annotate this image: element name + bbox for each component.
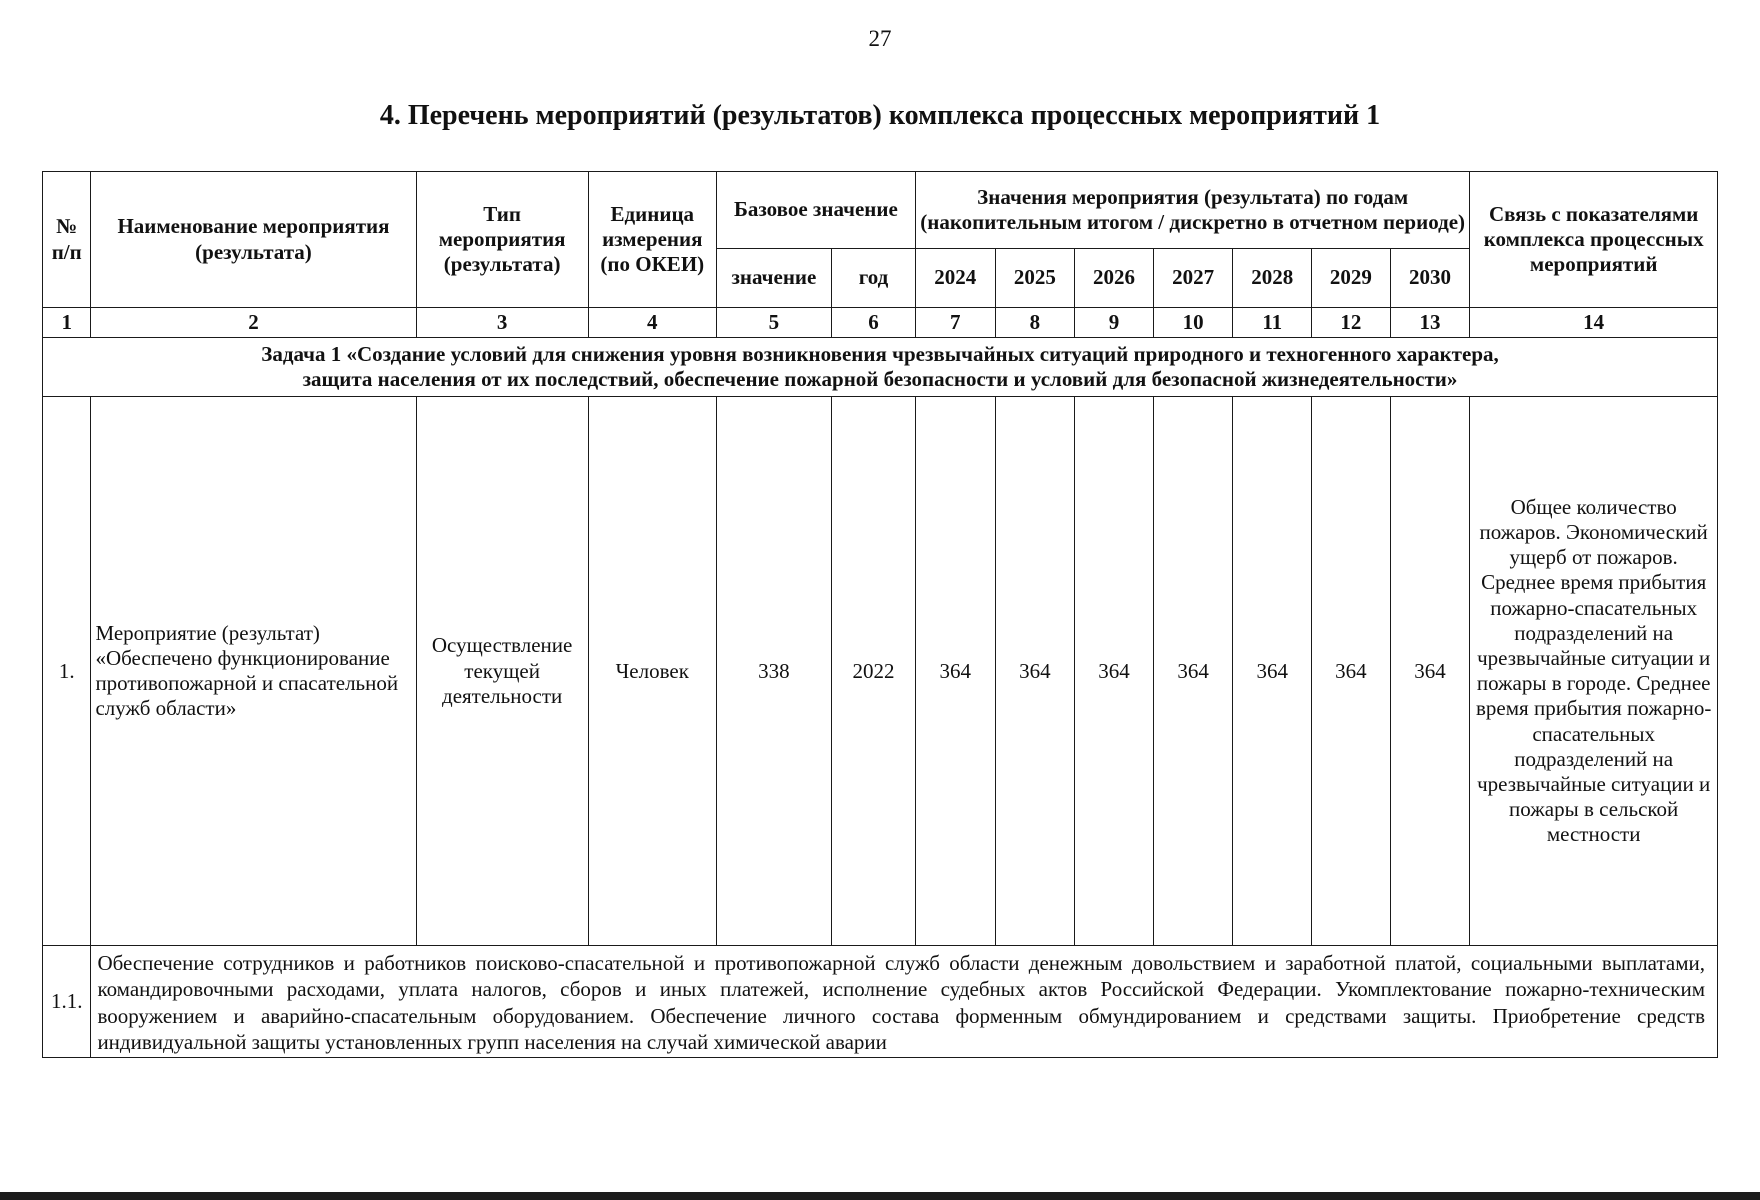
activities-table [42,171,1718,1058]
scan-edge-bar [0,1192,1760,1200]
row-year-value: 364 [915,397,995,946]
header-base-year: год [832,249,916,308]
page-number: 27 [868,26,892,51]
task-line: защита населения от их последствий, обеспечение пожарной безопасности и условий для безопасной жизнедеятельности» [302,367,1458,392]
header-year: 2027 [1153,249,1233,308]
column-number: 13 [1390,308,1470,338]
column-number: 7 [915,308,995,338]
header-base-value: значение [716,249,831,308]
column-number: 14 [1470,308,1718,338]
row-year-value: 364 [1075,397,1154,946]
header-link: Связь с показателями комплекса процессных мероприятий [1470,172,1718,308]
row-year-value: 364 [1312,397,1391,946]
column-number: 9 [1075,308,1154,338]
row-type: Осуществление текущей деятельности [416,397,588,946]
row-num: 1. [43,397,91,946]
header-values-by-year: Значения мероприятия (результата) по годам (накопительным итогом / дискретно в отчетном периоде) [915,172,1469,249]
document-title: 4. Перечень мероприятий (результатов) комплекса процессных мероприятий 1 [379,100,1381,131]
subrow-text: Обеспечение сотрудников и работников поисково-спасательной и противопожарной служб области денежным довольствием и заработной платой, социальными выплатами, командировочными расходами, уплата налогов, сборов и иных платежей, исполнение судебных актов Российской Федерации. Укомплектование пожарно-техническим вооружением и аварийно-спасательным оборудованием. Обеспечение личного состава форменным обмундированием и средствами защиты. Приобретение средств индивидуальной защиты установленных групп населения на случай химической аварии [91,946,1718,1058]
row-link: Общее количество пожаров. Экономический ущерб от пожаров. Среднее время прибытия пожарно-спасательных подразделений на чрезвычайные ситуации и пожары в городе. Среднее время прибытия пожарно-спасательных подразделений на чрезвычайные ситуации и пожары в сельской местности [1470,397,1718,946]
task-line: Задача 1 «Создание условий для снижения уровня возникновения чрезвычайных ситуаций природного и техногенного характера, [261,342,1499,366]
column-numbers-row [43,308,1718,338]
row-year-value: 364 [995,397,1075,946]
header-year: 2025 [995,249,1075,308]
header-year: 2029 [1312,249,1391,308]
column-number: 4 [588,308,716,338]
column-number: 11 [1233,308,1312,338]
task-row [43,338,1718,397]
row-base-value: 338 [716,397,831,946]
header-type: Тип мероприятия (результата) [416,172,588,308]
header-year: 2024 [915,249,995,308]
column-number: 10 [1153,308,1233,338]
header-year: 2028 [1233,249,1312,308]
row-name: Мероприятие (результат) «Обеспечено функционирование противопожарной и спасательной служб области» [91,397,416,946]
header-unit: Единица измерения (по ОКЕИ) [588,172,716,308]
header-name: Наименование мероприятия (результата) [91,172,416,308]
task-cell [43,338,1718,397]
header-num: № п/п [43,172,91,308]
header-year: 2030 [1390,249,1470,308]
column-number: 2 [91,308,416,338]
column-number: 8 [995,308,1075,338]
column-number: 1 [43,308,91,338]
column-number: 3 [416,308,588,338]
column-number: 5 [716,308,831,338]
row-year-value: 364 [1153,397,1233,946]
header-year: 2026 [1075,249,1154,308]
table-row [43,397,1718,946]
header-base: Базовое значение [716,172,915,249]
column-number: 6 [832,308,916,338]
table-row [43,946,1718,1058]
header-row-1 [43,172,1718,249]
row-year-value: 364 [1390,397,1470,946]
subrow-num: 1.1. [43,946,91,1058]
column-number: 12 [1312,308,1391,338]
row-unit: Человек [588,397,716,946]
row-base-year: 2022 [832,397,916,946]
row-year-value: 364 [1233,397,1312,946]
